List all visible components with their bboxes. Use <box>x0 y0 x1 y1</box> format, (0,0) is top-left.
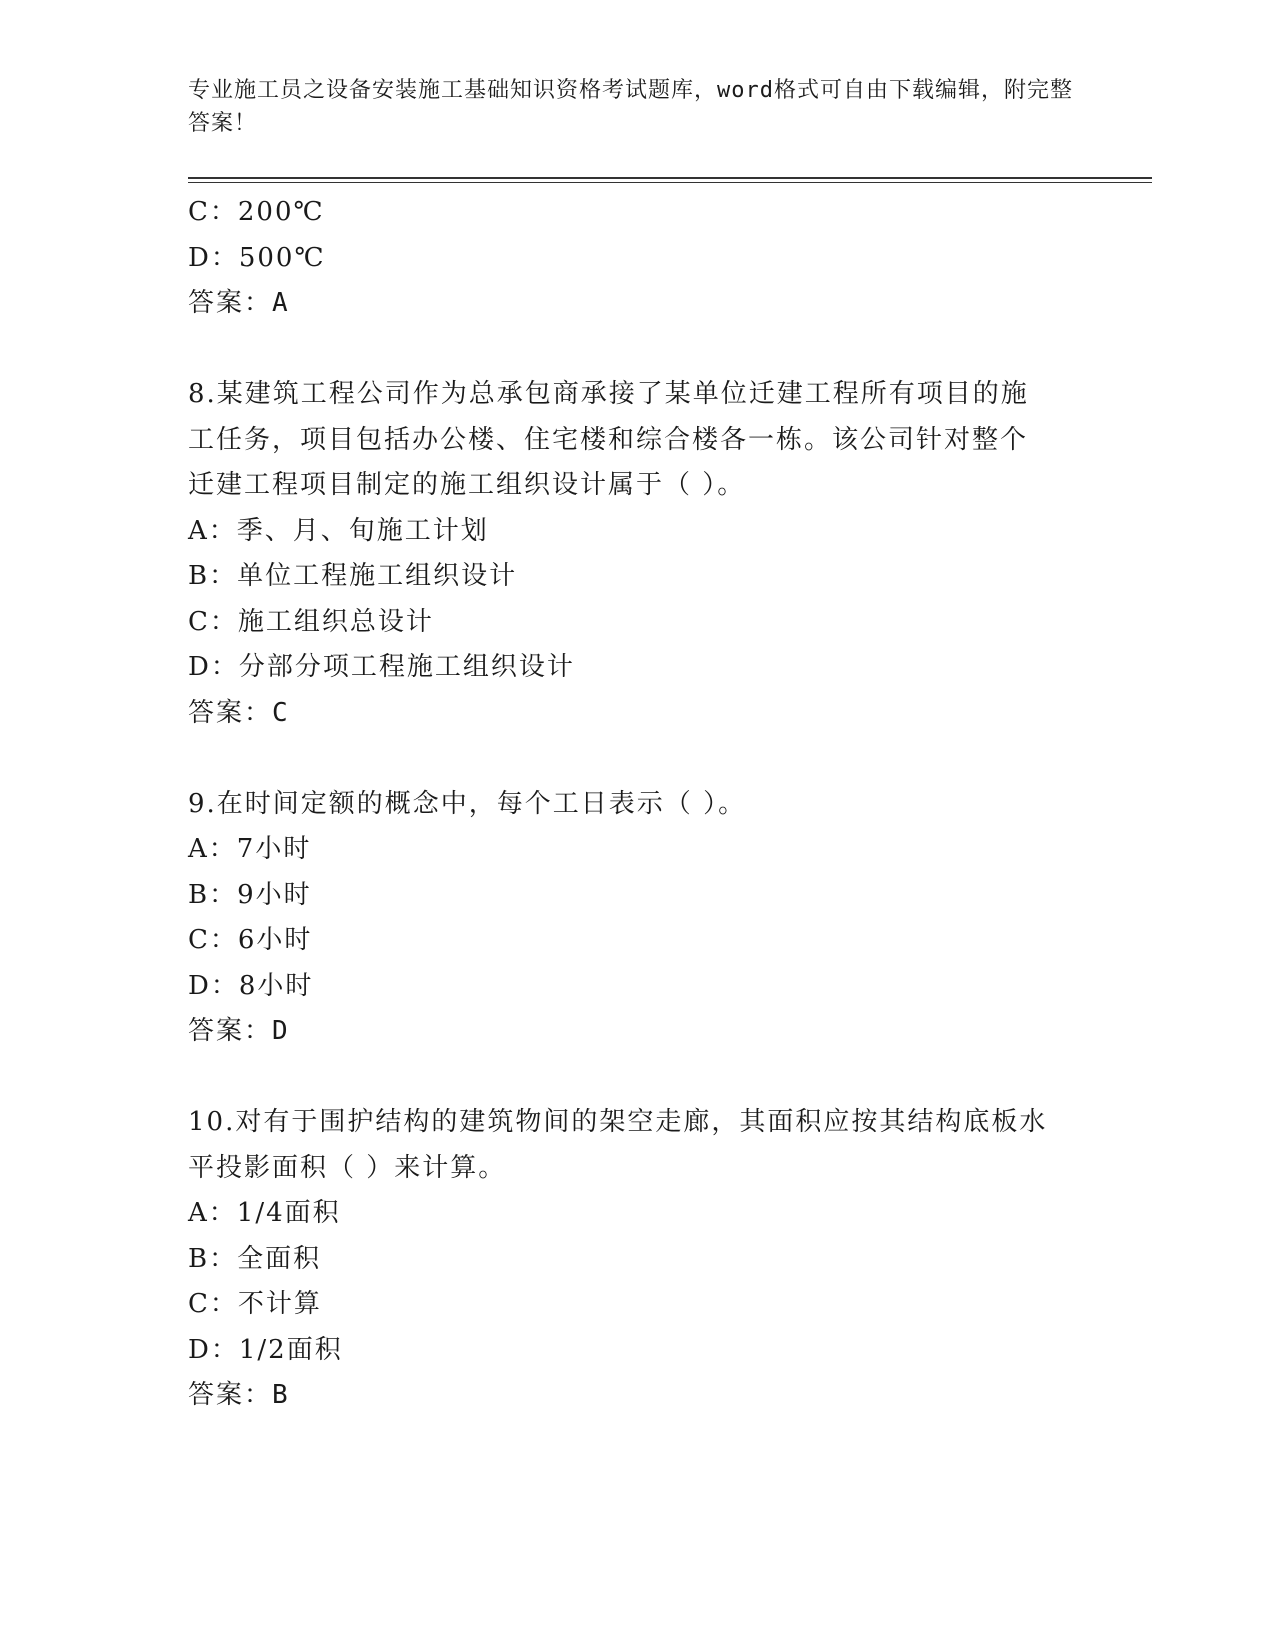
spacer <box>188 1055 1088 1101</box>
option-b: B：全面积 <box>188 1243 322 1274</box>
document-body <box>188 190 1088 1419</box>
answer-line: 答案：A <box>188 288 290 318</box>
question-text-line: 9.在时间定额的概念中，每个工日表示（ ）。 <box>188 788 747 819</box>
question-text-line: 迁建工程项目制定的施工组织设计属于（ ）。 <box>188 470 746 500</box>
option-d: D：1/2面积 <box>188 1334 343 1365</box>
option-d: D：8小时 <box>188 970 314 1001</box>
answer-line: 答案：B <box>188 1380 290 1410</box>
option-c: C：200℃ <box>188 197 325 227</box>
question-text-line: 平投影面积（ ）来计算。 <box>188 1152 507 1183</box>
spacer <box>188 736 1088 782</box>
question-9 <box>188 782 1088 1055</box>
header-rule-thick <box>188 177 1152 179</box>
option-c: C：施工组织总设计 <box>188 606 434 637</box>
question-text-line: 10.对有于围护结构的建筑物间的架空走廊，其面积应按其结构底板水 <box>188 1107 1048 1137</box>
document-header <box>188 74 1088 140</box>
option-c: C：6小时 <box>188 925 313 955</box>
header-rule-thin <box>188 182 1152 183</box>
option-b: B：9小时 <box>188 879 312 910</box>
spacer <box>188 327 1088 373</box>
answer-line: 答案：C <box>188 697 290 728</box>
option-a: A：7小时 <box>188 834 312 864</box>
option-a: A：1/4面积 <box>188 1198 341 1228</box>
option-a: A：季、月、旬施工计划 <box>188 515 489 546</box>
question-text-line: 工任务，项目包括办公楼、住宅楼和综合楼各一栋。该公司针对整个 <box>188 424 1029 455</box>
header-title: 专业施工员之设备安装施工基础知识资格考试题库，word格式可自由下载编辑，附完整答案！ <box>188 78 1073 136</box>
option-d: D：分部分项工程施工组织设计 <box>188 652 575 682</box>
option-c: C：不计算 <box>188 1289 322 1319</box>
question-10 <box>188 1100 1088 1419</box>
prev-question-tail <box>188 190 1088 327</box>
option-b: B：单位工程施工组织设计 <box>188 561 518 591</box>
question-text-line: 8.某建筑工程公司作为总承包商承接了某单位迁建工程所有项目的施 <box>188 379 1029 409</box>
option-d: D：500℃ <box>188 242 326 273</box>
question-8 <box>188 372 1088 736</box>
answer-line: 答案：D <box>188 1016 290 1046</box>
